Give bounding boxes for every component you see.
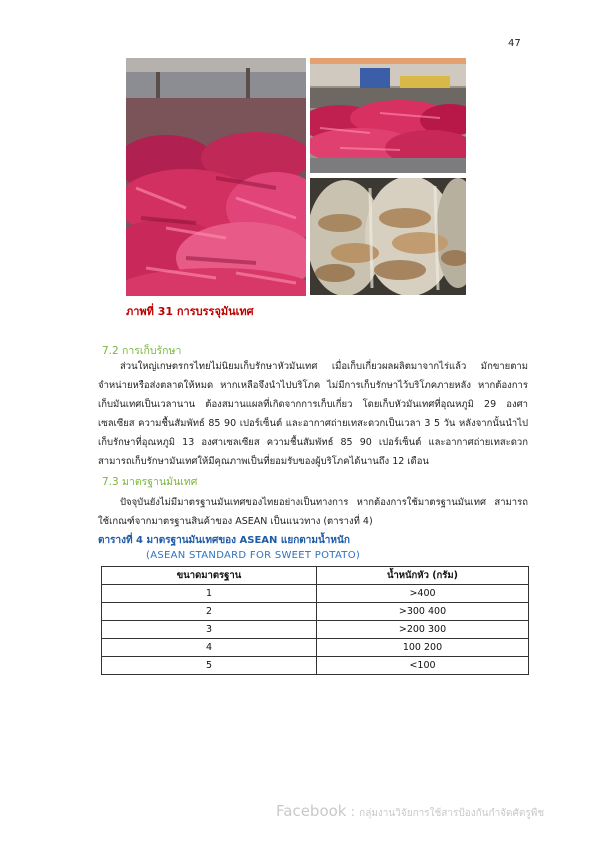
footer-group: กลุ่มงานวิจัยการใช้สารป้องกันกำจัดศัตรูพืช — [359, 808, 545, 819]
table-subtitle: (ASEAN STANDARD FOR SWEET POTATO) — [146, 550, 361, 561]
table-row — [102, 639, 529, 657]
weight-cell: 100 200 — [317, 639, 529, 657]
size-class-cell: 3 — [102, 621, 317, 639]
table-row — [102, 657, 529, 675]
weight-cell: <100 — [317, 657, 529, 675]
footer-brand: Facebook — [276, 802, 347, 820]
table-row — [102, 603, 529, 621]
page-number: 47 — [508, 38, 521, 49]
section-body-standard — [98, 493, 528, 531]
footer-watermark — [276, 802, 544, 821]
weight-cell: >400 — [317, 585, 529, 603]
figure-caption: ภาพที่ 31 การบรรจุมันเทศ — [126, 305, 254, 318]
truck-sacks-photo — [310, 58, 466, 173]
size-class-cell: 4 — [102, 639, 317, 657]
weight-cell: >200 300 — [317, 621, 529, 639]
table-row — [102, 585, 529, 603]
market-sacks-photo — [126, 58, 306, 296]
weight-cell: >300 400 — [317, 603, 529, 621]
footer-separator: : — [346, 805, 360, 820]
section-body-standard-text: ปัจจุบันยังไม่มีมาตรฐานมันเทศของไทยอย่างเป็นทางการ หากต้องการใช้มาตรฐานมันเทศ สามารถใช้เกณฑ์จากมาตรฐานสินค้าของ ASEAN เป็นแนวทาง (ตารางที่ 4) — [98, 497, 528, 527]
size-class-cell: 1 — [102, 585, 317, 603]
header-weight: น้ำหนักหัว (กรัม) — [317, 567, 529, 585]
table-header-row — [102, 567, 529, 585]
section-heading-standard: 7.3 มาตรฐานมันเทศ — [102, 476, 198, 488]
table-title: ตารางที่ 4 มาตรฐานมันเทศของ ASEAN แยกตามน้ำหนัก — [98, 535, 350, 546]
header-size-class: ขนาดมาตรฐาน — [102, 567, 317, 585]
size-class-cell: 2 — [102, 603, 317, 621]
section-body-storage-text: ส่วนใหญ่เกษตรกรไทยไม่นิยมเก็บรักษาหัวมันเทศ เมื่อเก็บเกี่ยวผลผลิตมาจากไร่แล้ว มักขายตามจำหน่ายหรือส่งตลาดให้หมด หากเหลือจึงนำไปบริโภค ไม่มีการเก็บรักษาไว้บริโภคภายหลัง หากต้องการเก็บมันเทศเป็นเวลานาน ต้องสมานแผลที่เกิดจากการเก็บเกี่ยว โดยเก็บหัวมันเทศที่อุณหภูมิ 29 องศาเซลเซียส ความชื้นสัมพัทธ์ 85 90 เปอร์เซ็นต์ และอากาศถ่ายเทสะดวกเป็นเวลา 3 5 วัน หลังจากนั้นนำไปเก็บรักษาที่อุณหภูมิ 13 องศาเซลเซียส ความชื้นสัมพัทธ์ 85 90 เปอร์เซ็นต์ และอากาศถ่ายเทสะดวก สามารถเก็บรักษามันเทศให้มีคุณภาพเป็นที่ยอมรับของผู้บริโภคได้นานถึง 12 เดือน — [98, 361, 528, 467]
table-row — [102, 621, 529, 639]
clear-bags-photo — [310, 178, 466, 295]
size-class-cell: 5 — [102, 657, 317, 675]
section-heading-storage: 7.2 การเก็บรักษา — [102, 345, 182, 357]
asean-standard-table — [101, 566, 529, 675]
section-body-storage — [98, 357, 528, 471]
